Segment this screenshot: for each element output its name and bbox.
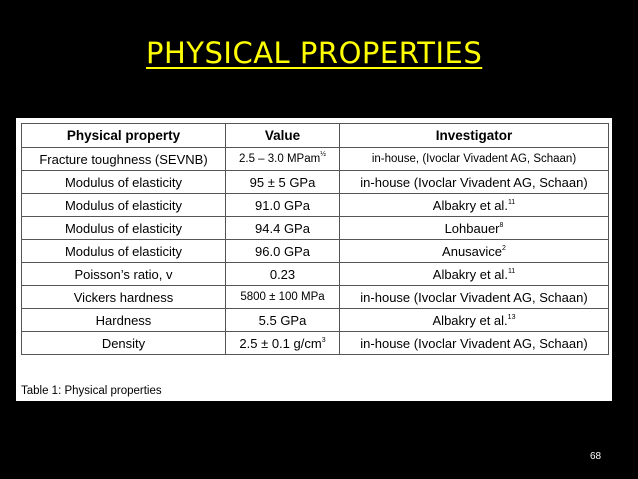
property-cell: Fracture toughness (SEVNB)	[22, 148, 226, 171]
value-text: 94.4 GPa	[255, 220, 310, 236]
reference-superscript: 8	[499, 221, 504, 229]
reference-superscript: 2	[502, 244, 506, 252]
investigator-cell	[340, 286, 609, 309]
reference-superscript: 13	[507, 313, 516, 321]
value-cell	[226, 194, 340, 217]
value-cell	[226, 217, 340, 240]
reference-superscript: 11	[507, 267, 516, 275]
value-cell	[226, 332, 340, 355]
header-value: Value	[226, 124, 340, 148]
table-row	[22, 194, 609, 217]
value-superscript: ½	[320, 151, 327, 158]
investigator-text: in-house (Ivoclar Vivadent AG, Schaan)	[360, 289, 588, 305]
table-row	[22, 286, 609, 309]
value-text: 5.5 GPa	[258, 312, 307, 328]
slide-title: PHYSICAL PROPERTIES	[146, 36, 483, 70]
value-text: 95 ± 5 GPa	[249, 174, 316, 190]
investigator-cell	[340, 217, 609, 240]
table-row	[22, 171, 609, 194]
value-text: 5800 ± 100 MPa	[240, 291, 325, 303]
value-superscript: 3	[321, 336, 326, 344]
table-caption: Table 1: Physical properties	[21, 385, 162, 397]
investigator-cell	[340, 148, 609, 171]
investigator-cell	[340, 309, 609, 332]
value-cell	[226, 240, 340, 263]
table-row	[22, 148, 609, 171]
property-cell: Modulus of elasticity	[22, 194, 226, 217]
table-row	[22, 332, 609, 355]
value-cell	[226, 171, 340, 194]
investigator-text: in-house, (Ivoclar Vivadent AG, Schaan)	[371, 153, 577, 165]
value-text: 91.0 GPa	[255, 197, 310, 213]
value-text: 2.5 ± 0.1 g/cm	[239, 335, 322, 351]
table-row	[22, 217, 609, 240]
header-physical-property: Physical property	[22, 124, 226, 148]
value-text: 0.23	[269, 266, 296, 282]
investigator-cell	[340, 194, 609, 217]
property-cell: Modulus of elasticity	[22, 171, 226, 194]
properties-table	[21, 123, 609, 355]
table-panel	[16, 118, 612, 401]
value-cell	[226, 263, 340, 286]
table-row	[22, 309, 609, 332]
value-cell	[226, 148, 340, 171]
property-cell: Hardness	[22, 309, 226, 332]
investigator-text: in-house (Ivoclar Vivadent AG, Schaan)	[360, 335, 588, 351]
table-row	[22, 263, 609, 286]
table-header-row	[22, 124, 609, 148]
investigator-text: Albakry et al.	[432, 197, 508, 213]
value-cell	[226, 286, 340, 309]
investigator-text: Albakry et al.	[432, 312, 508, 328]
investigator-cell	[340, 240, 609, 263]
property-cell: Density	[22, 332, 226, 355]
table-row	[22, 240, 609, 263]
investigator-cell	[340, 171, 609, 194]
slide-number: 68	[590, 451, 602, 462]
property-cell: Modulus of elasticity	[22, 240, 226, 263]
property-cell: Modulus of elasticity	[22, 217, 226, 240]
value-text: 96.0 GPa	[255, 243, 310, 259]
investigator-text: Albakry et al.	[432, 266, 508, 282]
reference-superscript: 11	[507, 198, 516, 206]
header-investigator: Investigator	[340, 124, 609, 148]
value-cell	[226, 309, 340, 332]
property-cell: Vickers hardness	[22, 286, 226, 309]
investigator-cell	[340, 263, 609, 286]
investigator-cell	[340, 332, 609, 355]
investigator-text: in-house (Ivoclar Vivadent AG, Schaan)	[360, 174, 588, 190]
investigator-text: Anusavice	[442, 243, 503, 259]
investigator-text: Lohbauer	[444, 220, 500, 236]
value-text: 2.5 – 3.0 MPam	[238, 153, 321, 165]
property-cell: Poisson’s ratio, v	[22, 263, 226, 286]
